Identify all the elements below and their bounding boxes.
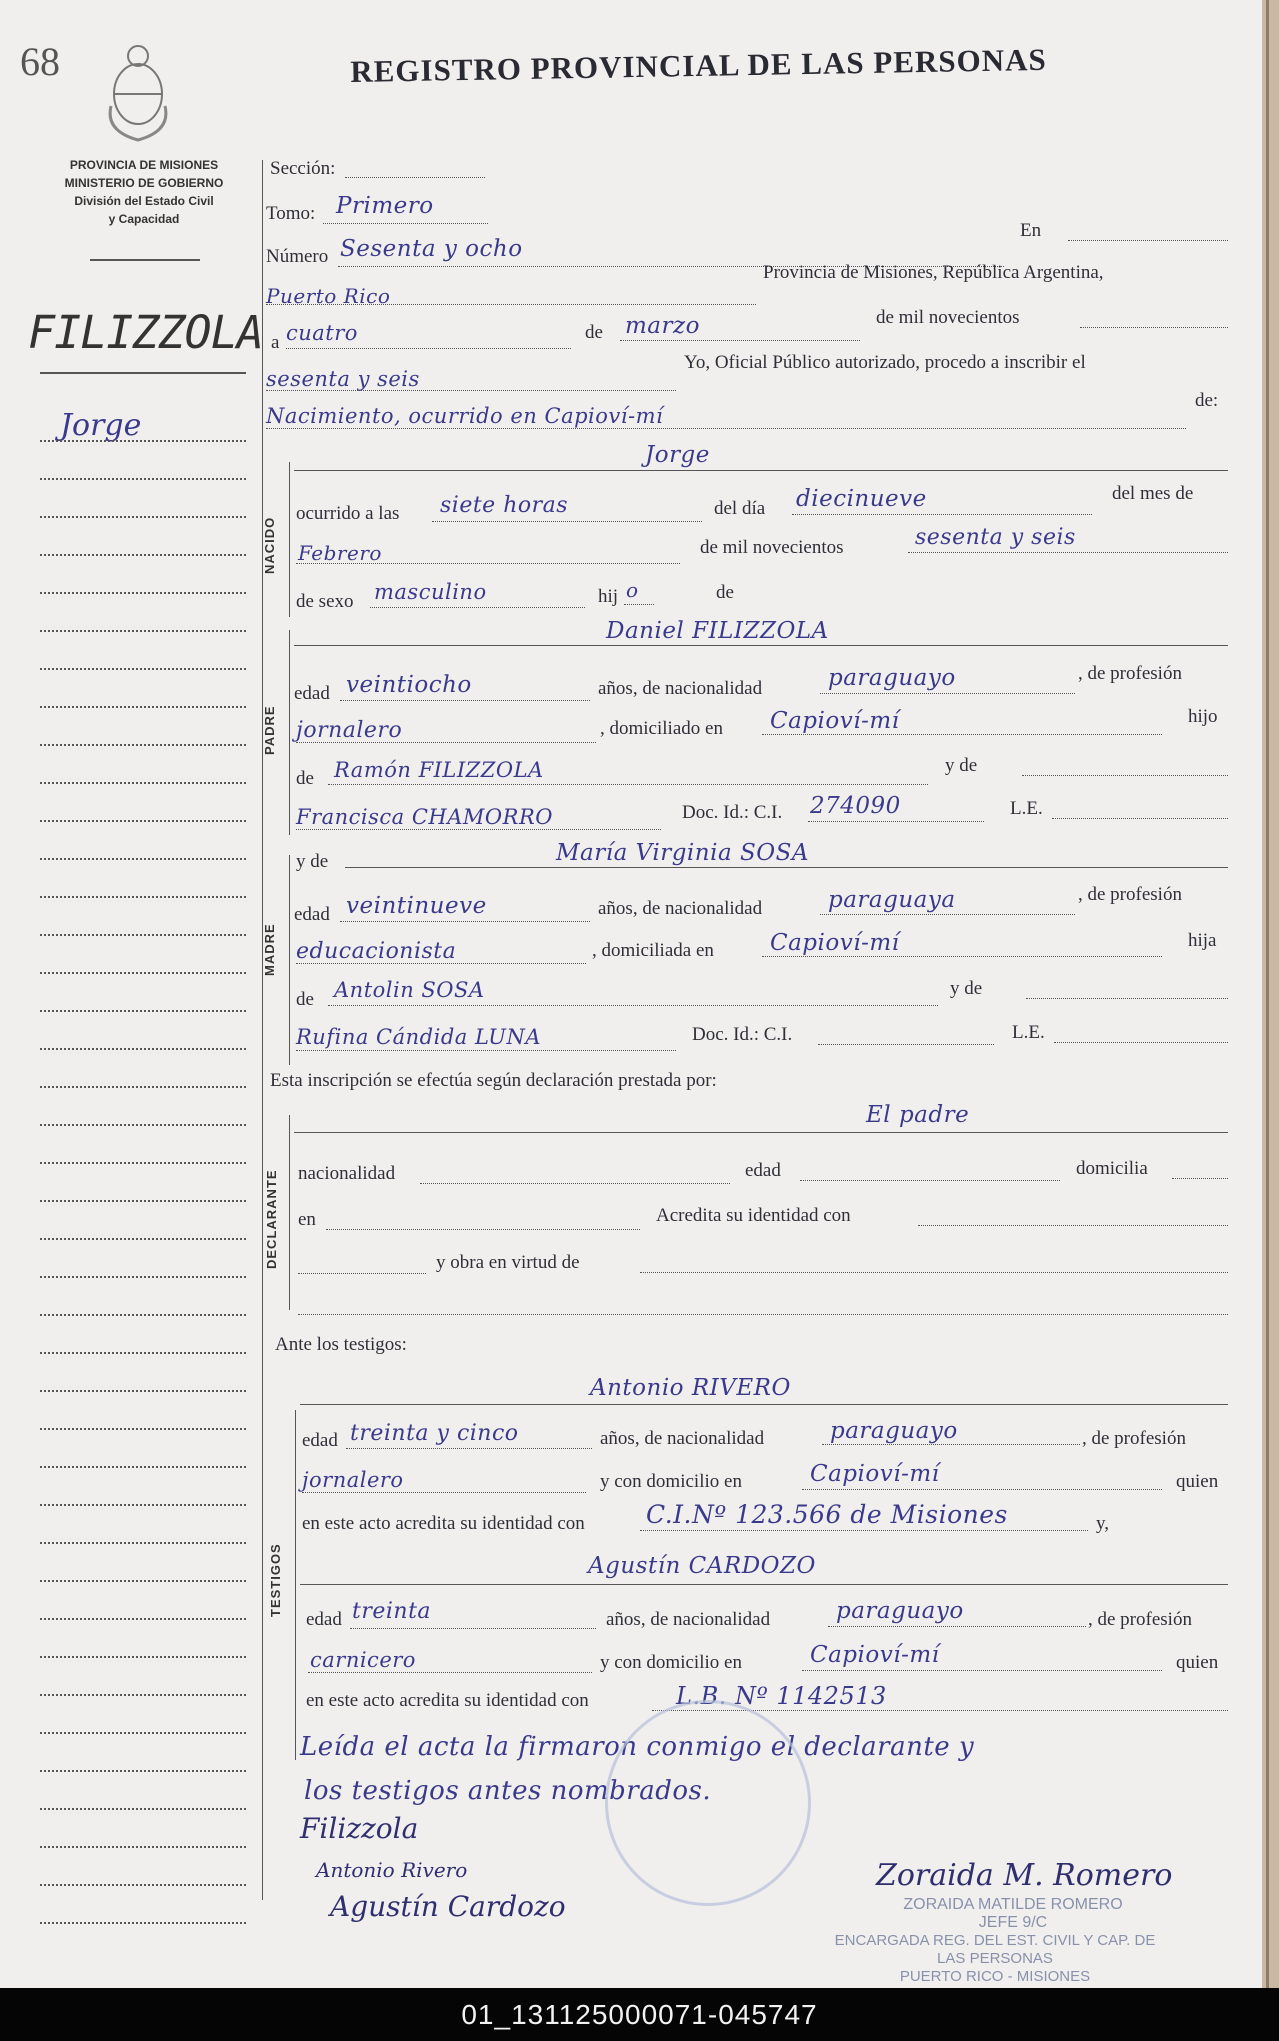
place-field[interactable] (266, 304, 756, 305)
margin-ruled-line (40, 668, 246, 670)
father-name-value: Daniel FILIZZOLA (606, 618, 829, 644)
mother-nationality-value: paraguaya (828, 887, 956, 913)
declarant-en-field[interactable] (326, 1229, 640, 1230)
margin-surname: FILIZZOLA (28, 306, 263, 359)
declarant-nac-label: nacionalidad (298, 1163, 396, 1184)
margin-ruled-line (40, 630, 246, 632)
padre-side-label: PADRE (262, 705, 277, 755)
margin-ruled-line (40, 478, 246, 480)
father-nac-label: años, de nacionalidad (598, 678, 763, 699)
declarante-side-label: DECLARANTE (264, 1169, 279, 1269)
witness2-quien-label: quien (1176, 1652, 1219, 1673)
witness1-nac-label: años, de nacionalidad (600, 1428, 765, 1449)
a-label: a (271, 332, 280, 353)
declarant-dom-label: domicilia (1076, 1158, 1148, 1179)
mother-doc-label: Doc. Id.: C.I. (692, 1024, 793, 1045)
witness2-prof-label: , de profesión (1088, 1609, 1192, 1630)
closing-line-2: los testigos antes nombrados. (304, 1776, 712, 1806)
margin-ruled-line (40, 858, 246, 860)
declarant-blank-field[interactable] (298, 1314, 1228, 1315)
father-profession-field[interactable] (296, 742, 596, 743)
mother-yde2-field[interactable] (1026, 998, 1228, 999)
day-value: cuatro (286, 321, 358, 345)
mother-domicile-value: Capioví-mí (770, 930, 900, 956)
witness1-signature: Antonio Rivero (316, 1858, 468, 1882)
official-signature: Zoraida M. Romero (876, 1858, 1173, 1893)
seccion-label: Sección: (270, 158, 336, 179)
mother-age-field[interactable] (340, 921, 590, 922)
issuing-office (40, 156, 248, 228)
declarant-edad-field[interactable] (800, 1180, 1060, 1181)
margin-ruled-line (40, 1466, 246, 1468)
witness2-edad-label: edad (306, 1609, 342, 1630)
del-dia-label: del día (714, 498, 766, 519)
father-nationality-field[interactable] (820, 693, 1075, 694)
declarant-nac-field[interactable] (420, 1183, 730, 1184)
declarant-signature: Filizzola (300, 1812, 419, 1845)
margin-ruled-line (40, 782, 246, 784)
witness1-edad-label: edad (302, 1430, 338, 1451)
province-text: Provincia de Misiones, República Argentina, (763, 262, 1104, 283)
margin-ruled-line (40, 1086, 246, 1088)
mother-yde-label: y de (296, 851, 329, 872)
margin-ruled-line (40, 1694, 246, 1696)
paternal-grandfather-field[interactable] (328, 784, 928, 785)
mother-nationality-field[interactable] (820, 914, 1075, 915)
margin-given-name: Jorge (60, 408, 142, 443)
birth-mil-label: de mil novecientos (700, 537, 844, 558)
mother-doc-field[interactable] (818, 1044, 994, 1045)
father-name-field[interactable] (294, 645, 1228, 646)
birth-month-field[interactable] (296, 563, 680, 564)
page-edge (1262, 0, 1279, 1988)
closing-line-1: Leída el acta la firmaron conmigo el declarante y (300, 1732, 975, 1762)
margin-ruled-line (40, 744, 246, 746)
witness1-id-value: C.I.Nº 123.566 de Misiones (646, 1500, 1008, 1529)
mother-age-value: veintinueve (346, 893, 487, 919)
margin-ruled-line (40, 554, 246, 556)
witness2-domicile-value: Capioví-mí (810, 1642, 940, 1668)
tomo-label: Tomo: (266, 203, 316, 224)
office-underline (90, 259, 200, 261)
madre-side-label: MADRE (262, 923, 277, 977)
witness1-acredita-label: en este acto acredita su identidad con (302, 1513, 585, 1534)
image-identifier: 01_131125000071-045747 (0, 1988, 1279, 2041)
witness1-dom-label: y con domicilio en (600, 1471, 742, 1492)
margin-ruled-line (40, 1390, 246, 1392)
month-value: marzo (625, 313, 700, 339)
seccion-field[interactable] (345, 177, 485, 178)
official-title: JEFE 9/C (978, 1914, 1048, 1931)
margin-ruled-line (40, 706, 246, 708)
mother-name-field[interactable] (345, 867, 1228, 868)
father-doc-label: Doc. Id.: C.I. (682, 802, 783, 823)
tomo-value: Primero (336, 193, 434, 219)
father-age-value: veintiocho (346, 672, 472, 698)
margin-ruled-line (40, 1542, 246, 1544)
margin-ruled-line (40, 1922, 246, 1924)
hij-label: hij (598, 586, 619, 607)
paternal-grandfather-value: Ramón FILIZZOLA (334, 758, 544, 782)
margin-ruled-line (40, 1428, 246, 1430)
father-yde-label: y de (945, 755, 978, 776)
witness2-nationality-field[interactable] (828, 1626, 1086, 1627)
witness2-nationality-value: paraguayo (836, 1598, 964, 1624)
witness1-id-field[interactable] (640, 1530, 1088, 1531)
declarant-obra-field[interactable] (640, 1272, 1228, 1273)
margin-surname-rule (40, 372, 246, 374)
official-seal (605, 1700, 811, 1906)
witness1-name-field[interactable] (300, 1404, 1228, 1405)
official-stamp-text (825, 1932, 1165, 1986)
margin-ruled-line (40, 1352, 246, 1354)
margin-ruled-line (40, 440, 246, 442)
declarant-obra-label: y obra en virtud de (436, 1252, 580, 1273)
father-profession-value: jornalero (296, 718, 403, 743)
birth-year-value: sesenta y seis (915, 525, 1076, 550)
year-field[interactable] (266, 390, 676, 391)
father-edad-label: edad (294, 683, 330, 704)
father-le-label: L.E. (1010, 798, 1043, 819)
mother-domicile-field[interactable] (762, 956, 1162, 957)
mother-edad-label: edad (294, 904, 330, 925)
stamp-line: PUERTO RICO - MISIONES (899, 1968, 1091, 1985)
margin-ruled-line (40, 1656, 246, 1658)
margin-ruled-line (40, 1732, 246, 1734)
del-mes-label: del mes de (1112, 483, 1194, 504)
margin-ruled-line (40, 1618, 246, 1620)
declarant-acredita-label: Acredita su identidad con (656, 1205, 851, 1226)
witness2-signature: Agustín Cardozo (330, 1890, 566, 1923)
witness2-age-field[interactable] (350, 1628, 596, 1629)
de-label: de (585, 322, 603, 343)
witness2-name-field[interactable] (300, 1584, 1228, 1585)
declarant-name-value: El padre (866, 1102, 970, 1128)
child-name-field[interactable] (294, 470, 1228, 471)
margin-ruled-line (40, 1200, 246, 1202)
sexo-value: masculino (374, 580, 487, 604)
mother-nac-label: años, de nacionalidad (598, 898, 763, 919)
coat-of-arms-icon (105, 36, 171, 144)
margin-ruled-line (40, 592, 246, 594)
child-name-value: Jorge (645, 442, 710, 468)
father-prof-label: , de profesión (1078, 663, 1182, 684)
yo-text: Yo, Oficial Público autorizado, procedo a inscribir el (684, 352, 1086, 373)
witness1-age-value: treinta y cinco (350, 1421, 519, 1446)
father-domicile-value: Capioví-mí (770, 708, 900, 734)
office-line: y Capacidad (108, 212, 180, 226)
day-field[interactable] (286, 348, 571, 349)
act-field[interactable] (266, 428, 1186, 429)
mother-de-label: de (296, 989, 314, 1010)
mother-le-field[interactable] (1054, 1042, 1228, 1043)
hour-value: siete horas (440, 493, 569, 518)
declarant-edad-label: edad (745, 1160, 781, 1181)
witness1-domicile-field[interactable] (802, 1489, 1162, 1490)
witness2-name-value: Agustín CARDOZO (588, 1553, 816, 1579)
declarant-acredita-field[interactable] (918, 1225, 1228, 1226)
sexo-field[interactable] (370, 607, 585, 608)
witness2-nac-label: años, de nacionalidad (606, 1609, 771, 1630)
sexo-label: de sexo (296, 591, 354, 612)
hij-de-label: de (716, 582, 734, 603)
numero-value: Sesenta y ocho (340, 236, 523, 262)
margin-ruled-line (40, 1124, 246, 1126)
numero-label: Número (266, 246, 329, 267)
office-line: PROVINCIA DE MISIONES (69, 158, 219, 172)
declarant-name-field[interactable] (294, 1132, 1228, 1133)
year-extra-field[interactable] (1080, 327, 1228, 328)
margin-ruled-line (40, 820, 246, 822)
maternal-grandmother-field[interactable] (296, 1050, 676, 1051)
margin-ruled-line (40, 1770, 246, 1772)
margin-ruled-line (40, 1808, 246, 1810)
witness1-quien-label: quien (1176, 1471, 1219, 1492)
de-colon: de: (1195, 390, 1219, 411)
witness2-dom-label: y con domicilio en (600, 1652, 742, 1673)
tomo-field[interactable] (323, 223, 488, 224)
hij-field[interactable] (624, 604, 654, 605)
margin-ruled-line (40, 1884, 246, 1886)
witness2-domicile-field[interactable] (802, 1670, 1162, 1671)
witness1-nationality-value: paraguayo (830, 1418, 958, 1444)
witness2-id-value: L.B. Nº 1142513 (676, 1682, 887, 1710)
stamp-line: ENCARGADA REG. DEL EST. CIVIL Y CAP. DE LAS PERSONAS (834, 1932, 1156, 1967)
mother-hija-label: hija (1188, 930, 1217, 951)
father-yde-field[interactable] (1022, 775, 1228, 776)
father-age-field[interactable] (340, 700, 590, 701)
mother-prof-label: , de profesión (1078, 884, 1182, 905)
father-doc-value: 274090 (810, 793, 901, 819)
margin-ruled-line (40, 1162, 246, 1164)
maternal-grandmother-value: Rufina Cándida LUNA (296, 1025, 541, 1049)
margin-ruled-line (40, 1314, 246, 1316)
witness2-profession-field[interactable] (308, 1672, 592, 1673)
place-value: Puerto Rico (266, 284, 391, 308)
office-line: MINISTERIO DE GOBIERNO (64, 176, 224, 190)
mother-dom-label: , domiciliada en (592, 940, 714, 961)
nacido-side-label: NACIDO (262, 516, 277, 574)
margin-ruled-line (40, 1580, 246, 1582)
margin-ruled-line (40, 1504, 246, 1506)
birth-day-field[interactable] (792, 514, 1092, 515)
testigos-side-label: TESTIGOS (268, 1543, 283, 1617)
mother-name-value: María Virginia SOSA (556, 840, 809, 866)
paternal-grandmother-field[interactable] (296, 829, 661, 830)
declarant-en-label: en (298, 1209, 316, 1230)
margin-ruled-line (40, 516, 246, 518)
mother-le-label: L.E. (1012, 1022, 1045, 1043)
mother-profession-value: educacionista (296, 939, 457, 964)
witness1-prof-label: , de profesión (1082, 1428, 1186, 1449)
office-line: División del Estado Civil (74, 194, 214, 208)
witness1-domicile-value: Capioví-mí (810, 1461, 940, 1487)
en-field[interactable] (1068, 240, 1228, 241)
father-hijo-label: hijo (1188, 706, 1218, 727)
birth-month-value: Febrero (298, 541, 382, 565)
margin-ruled-line (40, 1846, 246, 1848)
father-de-label: de (296, 768, 314, 789)
father-domicile-field[interactable] (762, 734, 1162, 735)
official-name: ZORAIDA MATILDE ROMERO (903, 1896, 1123, 1913)
witness1-name-value: Antonio RIVERO (590, 1375, 791, 1401)
margin-ruled-line (40, 1276, 246, 1278)
act-value: Nacimiento, ocurrido en Capioví-mí (266, 404, 664, 428)
witness1-age-field[interactable] (346, 1448, 592, 1449)
father-dom-label: , domiciliado en (600, 718, 723, 739)
testigos-intro: Ante los testigos: (275, 1334, 407, 1355)
year-value: sesenta y seis (266, 367, 420, 391)
father-le-field[interactable] (1052, 818, 1228, 819)
paternal-grandmother-value: Francisca CHAMORRO (296, 805, 553, 829)
en-label: En (1020, 220, 1042, 241)
document-title: REGISTRO PROVINCIAL DE LAS PERSONAS (350, 41, 1047, 89)
witness1-y-label: y, (1096, 1513, 1110, 1534)
witness2-acredita-label: en este acto acredita su identidad con (306, 1690, 589, 1711)
margin-rule (262, 160, 263, 1900)
maternal-grandfather-value: Antolin SOSA (334, 978, 485, 1002)
father-nationality-value: paraguayo (828, 665, 956, 691)
margin-ruled-line (40, 896, 246, 898)
mother-yde2-label: y de (950, 978, 983, 999)
declarant-extra-field[interactable] (298, 1273, 426, 1274)
witness1-nationality-field[interactable] (822, 1444, 1080, 1445)
witness2-age-value: treinta (352, 1599, 432, 1624)
declarant-dom-field[interactable] (1172, 1178, 1228, 1179)
father-doc-field[interactable] (808, 821, 984, 822)
witness1-profession-field[interactable] (302, 1492, 586, 1493)
witness1-profession-value: jornalero (302, 1468, 404, 1492)
witness2-profession-value: carnicero (310, 1648, 416, 1672)
birth-year-field[interactable] (908, 552, 1228, 553)
margin-ruled-line (40, 972, 246, 974)
month-field[interactable] (620, 340, 860, 341)
hour-field[interactable] (432, 521, 702, 522)
ocurrido-label: ocurrido a las (296, 503, 400, 524)
hij-value: o (626, 578, 639, 602)
mother-profession-field[interactable] (296, 963, 586, 964)
margin-ruled-line (40, 1238, 246, 1240)
page-number: 68 (20, 39, 60, 84)
declarante-intro: Esta inscripción se efectúa según declaración prestada por: (270, 1070, 717, 1091)
margin-ruled-line (40, 1010, 246, 1012)
margin-ruled-line (40, 1048, 246, 1050)
mil-label: de mil novecientos (876, 307, 1020, 328)
birth-day-value: diecinueve (796, 486, 927, 512)
maternal-grandfather-field[interactable] (328, 1005, 938, 1006)
margin-ruled-line (40, 934, 246, 936)
